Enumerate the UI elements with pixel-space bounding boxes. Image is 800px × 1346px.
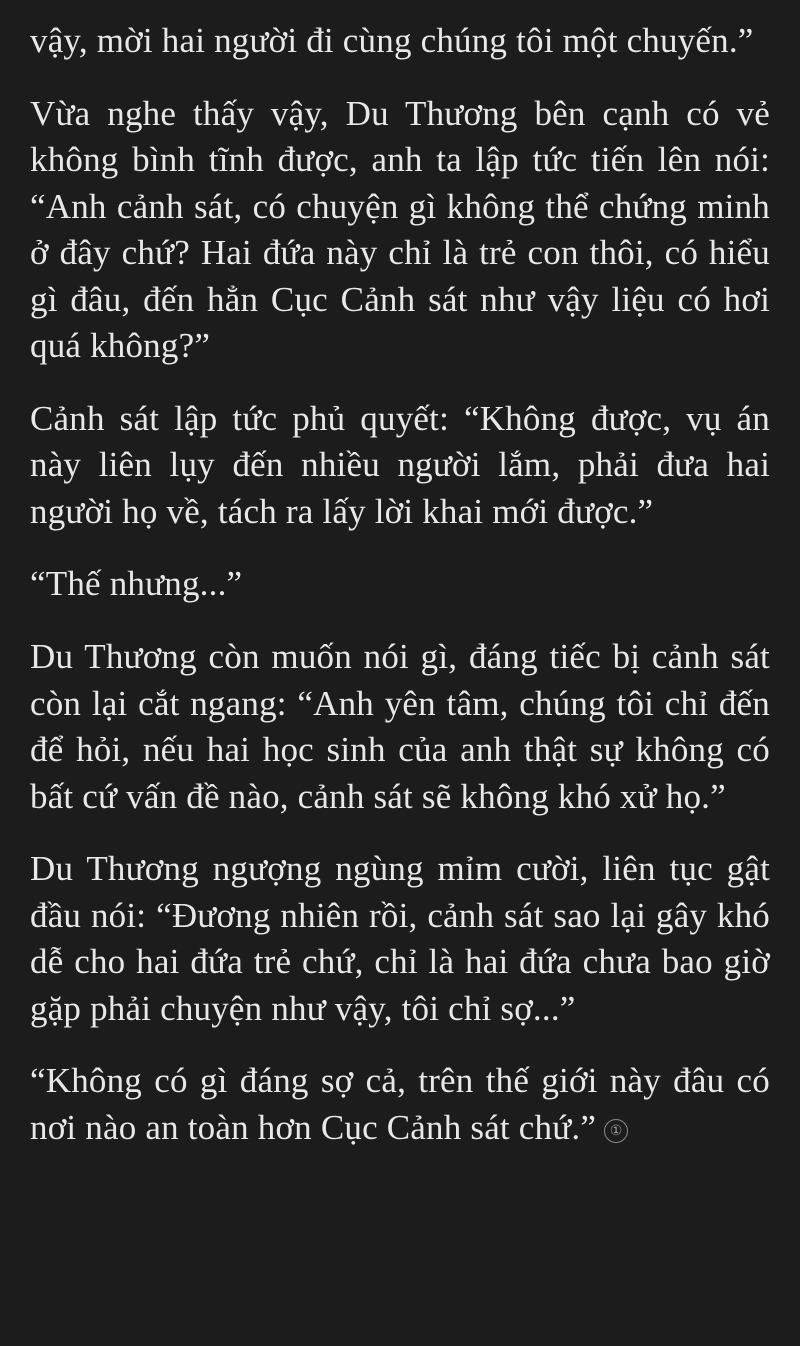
- paragraph: Vừa nghe thấy vậy, Du Thương bên cạnh có vẻ không bình tĩnh được, anh ta lập tức tiến lên nói: “Anh cảnh sát, có chuyện gì không thể chứng minh ở đây chứ? Hai đứa này chỉ là trẻ con thôi, có hiểu gì đâu, đến hẳn Cục Cảnh sát như vậy liệu có hơi quá không?”: [30, 93, 770, 366]
- paragraph: Du Thương còn muốn nói gì, đáng tiếc bị cảnh sát còn lại cắt ngang: “Anh yên tâm, chúng tôi chỉ đến để hỏi, nếu hai học sinh của anh thật sự không có bất cứ vấn đề nào, cảnh sát sẽ không khó xử họ.”: [30, 637, 770, 816]
- paragraph: Du Thương ngượng ngùng mỉm cười, liên tục gật đầu nói: “Đương nhiên rồi, cảnh sát sao lại gây khó dễ cho hai đứa trẻ chứ, chỉ là hai đứa chưa bao giờ gặp phải chuyện như vậy, tôi chỉ sợ...”: [30, 849, 770, 1028]
- paragraph: “Thế nhưng...”: [30, 564, 243, 604]
- paragraph-text: “Không có gì đáng sợ cả, trên thế giới này đâu có nơi nào an toàn hơn Cục Cảnh sát chứ.”: [30, 1061, 770, 1147]
- paragraph-with-footnote: [30, 1058, 770, 1151]
- footnote-marker-icon[interactable]: ①: [604, 1119, 628, 1143]
- paragraph: vậy, mời hai người đi cùng chúng tôi một chuyến.”: [30, 21, 754, 60]
- paragraph: Cảnh sát lập tức phủ quyết: “Không được, vụ án này liên lụy đến nhiều người lắm, phải đưa hai người họ về, tách ra lấy lời khai mới được.”: [30, 398, 770, 531]
